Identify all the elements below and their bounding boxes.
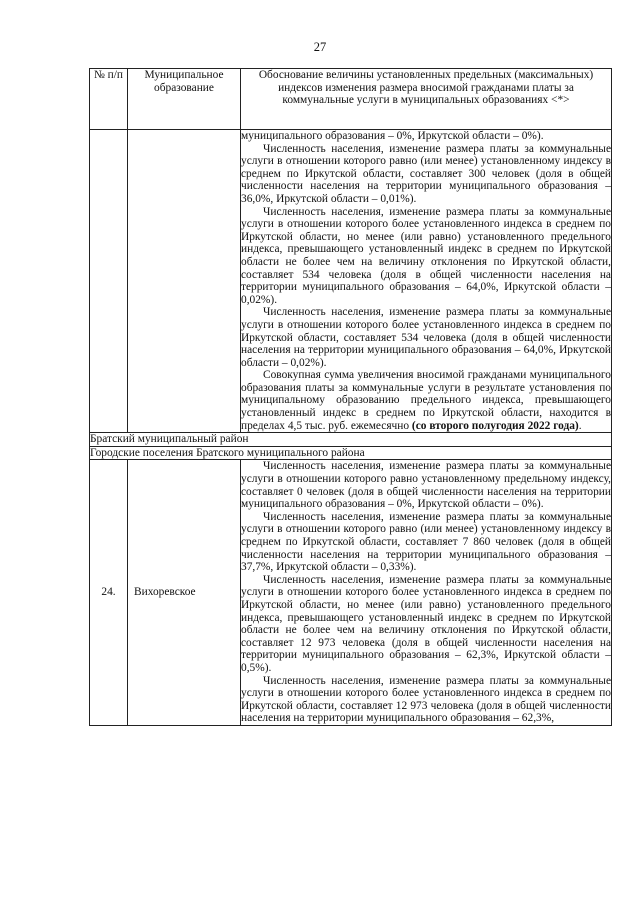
row-number: 24.	[90, 460, 128, 725]
table-row-24	[90, 460, 612, 725]
header-municipality: Муниципальное образование	[128, 69, 241, 130]
header-justification: Обоснование величины установленных предельных (максимальных) индексов изменения размера вносимой гражданами платы за коммунальные услуги в муниципальных образованиях <*>	[241, 69, 612, 130]
subsection-row	[90, 446, 612, 460]
indices-table	[89, 68, 612, 726]
header-num: № п/п	[90, 69, 128, 130]
section-title: Братский муниципальный район	[90, 433, 612, 447]
cell-name-empty	[128, 130, 241, 433]
section-row	[90, 433, 612, 447]
municipality-name: Вихоревское	[128, 460, 241, 725]
paragraph: Численность населения, изменение размера платы за коммунальные услуги в отношении которого более установленного индекса в среднем по Иркутской области, но менее (или равно) установленного предельного индекса, превышающего установленный индекс в среднем по Иркутской области не более чем на величину отклонения по Иркутской области, составляет 12 973 человека (доля в общей численности населения на территории муниципального образования – 62,3%, Иркутской области – 0,5%).	[241, 573, 611, 674]
table-row-continued	[90, 130, 612, 433]
cell-num-empty	[90, 130, 128, 433]
paragraph	[241, 369, 611, 432]
paragraph-bold-period: (со второго полугодия 2022 года)	[411, 419, 579, 432]
page-number: 27	[313, 40, 327, 54]
subsection-title: Городские поселения Братского муниципального района	[90, 446, 612, 460]
paragraph: Численность населения, изменение размера платы за коммунальные услуги в отношении которого равно установленному предельному индексу, составляет 0 человек (доля в общей численности населения на территории муниципального образования – 0%, Иркутской области – 0%).	[241, 460, 611, 511]
paragraph: Численность населения, изменение размера платы за коммунальные услуги в отношении которого равно (или менее) установленному индексу в среднем по Иркутской области, составляет 300 человек (доля в общей численности населения на территории муниципального образования – 36,0%, Иркутской области – 0,01%).	[241, 142, 611, 205]
paragraph: Численность населения, изменение размера платы за коммунальные услуги в отношении которого более установленного индекса в среднем по Иркутской области, составляет 12 973 человека (доля в общей численности населения на территории муниципального образования – 62,3%,	[241, 674, 611, 725]
cell-justification	[241, 130, 612, 433]
cell-justification	[241, 460, 612, 725]
paragraph: Численность населения, изменение размера платы за коммунальные услуги в отношении которого более установленного индекса в среднем по Иркутской области, составляет 534 человека (доля в общей численности населения на территории муниципального образования – 64,0%, Иркутской области – 0,02%).	[241, 306, 611, 369]
paragraph: Численность населения, изменение размера платы за коммунальные услуги в отношении которого равно (или менее) установленному индексу в среднем по Иркутской области, составляет 7 860 человек (доля в общей численности населения на территории муниципального образования – 37,7%, Иркутской области – 0,33%).	[241, 510, 611, 574]
table-header-row	[90, 69, 612, 130]
paragraph-end: .	[578, 419, 582, 432]
paragraph: муниципального образования – 0%, Иркутской области – 0%).	[241, 130, 544, 142]
paragraph-text: Совокупная сумма увеличения вносимой гражданами муниципального образования платы за коммунальные услуги в результате установления по муниципальному образованию предельного индекса, превышающего установленный индекс в среднем по Иркутской области, находится в пределах 4,5 тыс. руб. ежемесячно	[241, 369, 611, 432]
paragraph: Численность населения, изменение размера платы за коммунальные услуги в отношении которого более установленного индекса в среднем по Иркутской области, но менее (или равно) установленного предельного индекса, превышающего установленный индекс в среднем по Иркутской области не более чем на величину отклонения по Иркутской области, составляет 534 человека (доля в общей численности населения на территории муниципального образования – 64,0%, Иркутской области – 0,02%).	[241, 205, 611, 306]
